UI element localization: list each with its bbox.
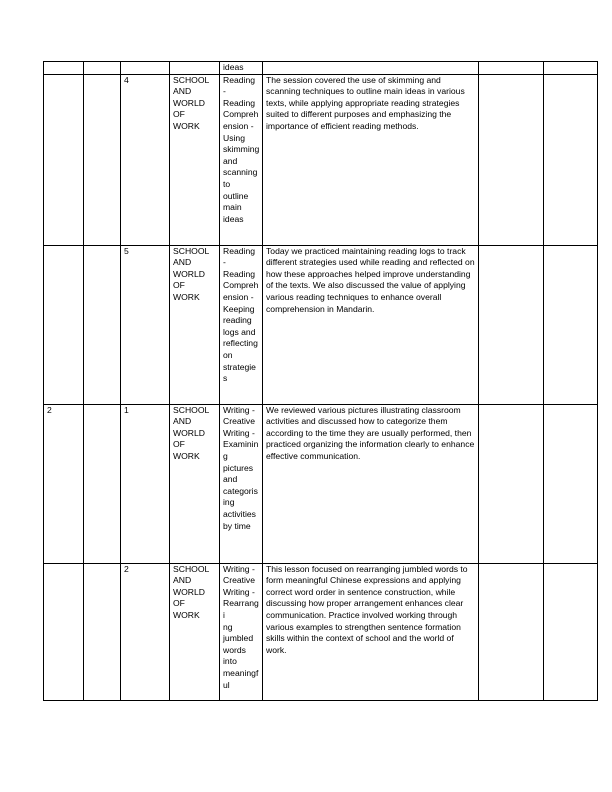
table-row xyxy=(44,62,598,75)
strand-line: WORLD xyxy=(173,97,205,108)
strand-line: OF xyxy=(173,439,185,450)
substrand-line: ension - xyxy=(223,291,254,302)
strand-line: WORK xyxy=(173,291,200,302)
table-row xyxy=(44,74,598,245)
lesson-plan-body xyxy=(44,62,598,701)
lesson-cell: 2 xyxy=(121,563,170,700)
strand-line: WORK xyxy=(173,120,200,131)
substrand-line: pictures xyxy=(223,462,254,473)
substrand-line: Writing - xyxy=(223,404,255,415)
signature-cell xyxy=(544,62,598,75)
strand-line: AND xyxy=(173,575,192,586)
blank-cell xyxy=(84,74,121,245)
description-cell: This lesson focused on rearranging jumbled words to form meaningful Chinese expressions and applying correct word order in sentence construction, while discussing how proper arrangement enhances clear communication. Practice involved working through various examples to strengthen sentence formation skills within the context of school and the world of work. xyxy=(263,563,479,700)
substrand-line: by time xyxy=(223,520,251,531)
substrand-line: reading xyxy=(223,315,252,326)
strand-line: SCHOOL xyxy=(173,563,210,574)
strand-cell xyxy=(170,563,220,700)
remarks-cell xyxy=(479,62,544,75)
substrand-line: reflecting xyxy=(223,338,258,349)
substrand-line: categoris xyxy=(223,485,258,496)
strand-line: OF xyxy=(173,280,185,291)
substrand-line: Compreh xyxy=(223,280,259,291)
substrand-line: Compreh xyxy=(223,109,259,120)
substrand-line: to xyxy=(223,178,231,189)
remarks-cell xyxy=(479,74,544,245)
substrand-line: Creative xyxy=(223,416,255,427)
strand-line: SCHOOL xyxy=(173,404,210,415)
lesson-cell: 4 xyxy=(121,74,170,245)
description-cell: We reviewed various pictures illustrating classroom activities and discussed how to categorize them according to the time they are usually performed, then practiced organizing the information clearly to enhance effective communication. xyxy=(263,404,479,563)
substrand-line: skimming xyxy=(223,144,260,155)
remarks-cell xyxy=(479,245,544,404)
strand-line: AND xyxy=(173,257,192,268)
substrand-line: Writing - xyxy=(223,586,255,597)
strand-line: WORK xyxy=(173,609,200,620)
substrand-line: activities xyxy=(223,508,256,519)
blank-cell xyxy=(84,62,121,75)
substrand-line: and xyxy=(223,474,238,485)
substrand-cell xyxy=(220,245,263,404)
strand-cell xyxy=(170,74,220,245)
table-row xyxy=(44,245,598,404)
substrand-line: ing xyxy=(223,497,235,508)
remarks-cell xyxy=(479,563,544,700)
strand-line: WORLD xyxy=(173,268,205,279)
substrand-line: Writing - xyxy=(223,563,255,574)
substrand-line: Reading xyxy=(223,97,256,108)
description-cell: The session covered the use of skimming and scanning techniques to outline main ideas in various texts, while applying appropriate reading strategies suited to different purposes and emphasizing the importance of efficient reading methods. xyxy=(263,74,479,245)
strand-line: SCHOOL xyxy=(173,245,210,256)
strand-cell xyxy=(170,245,220,404)
substrand-line: Reading xyxy=(223,268,256,279)
week-cell xyxy=(44,563,84,700)
strand-line: OF xyxy=(173,598,185,609)
substrand-cell xyxy=(220,74,263,245)
substrand-line: and xyxy=(223,155,238,166)
strand-line: WORLD xyxy=(173,586,205,597)
substrand-cell xyxy=(220,404,263,563)
substrand-line: words xyxy=(223,644,246,655)
week-cell: 2 xyxy=(44,404,84,563)
lesson-cell: 1 xyxy=(121,404,170,563)
substrand-line: Writing - xyxy=(223,427,255,438)
substrand-line: on xyxy=(223,349,233,360)
substrand-line: main xyxy=(223,202,242,213)
strand-line: AND xyxy=(173,86,192,97)
substrand-line: strategie xyxy=(223,361,256,372)
description-cell: Today we practiced maintaining reading logs to track different strategies used while reading and reflected on how these approaches helped improve understanding of the texts. We also discussed the value of applying various reading techniques to enhance overall comprehension in Mandarin. xyxy=(263,245,479,404)
substrand-cell xyxy=(220,563,263,700)
lesson-plan-table xyxy=(43,61,598,701)
substrand-line: Keeping xyxy=(223,303,255,314)
substrand-line: g xyxy=(223,450,228,461)
description-cell xyxy=(263,62,479,75)
strand-line: AND xyxy=(173,416,192,427)
lesson-cell xyxy=(121,62,170,75)
week-cell xyxy=(44,62,84,75)
strand-line: WORK xyxy=(173,450,200,461)
substrand-line: ideas xyxy=(223,213,244,224)
substrand-line: into xyxy=(223,656,237,667)
signature-cell xyxy=(544,74,598,245)
substrand-line: ideas xyxy=(223,62,244,72)
substrand-line: Examinin xyxy=(223,439,259,450)
strand-cell xyxy=(170,404,220,563)
substrand-line: Using xyxy=(223,132,245,143)
substrand-line: Reading - xyxy=(223,245,256,268)
substrand-line: ng xyxy=(223,621,233,632)
blank-cell xyxy=(84,404,121,563)
signature-cell xyxy=(544,563,598,700)
substrand-line: outline xyxy=(223,190,249,201)
substrand-line: scanning xyxy=(223,167,258,178)
lesson-cell: 5 xyxy=(121,245,170,404)
substrand-line: ension - xyxy=(223,120,254,131)
substrand-line: Reading - xyxy=(223,74,256,97)
week-cell xyxy=(44,74,84,245)
substrand-line: jumbled xyxy=(223,633,254,644)
strand-cell xyxy=(170,62,220,75)
table-row xyxy=(44,404,598,563)
substrand-line: ul xyxy=(223,679,230,690)
substrand-cell xyxy=(220,62,263,75)
substrand-line: meaningf xyxy=(223,667,259,678)
week-cell xyxy=(44,245,84,404)
substrand-line: s xyxy=(223,373,228,384)
strand-line: SCHOOL xyxy=(173,74,210,85)
signature-cell xyxy=(544,404,598,563)
remarks-cell xyxy=(479,404,544,563)
substrand-line: logs and xyxy=(223,326,256,337)
table-row xyxy=(44,563,598,700)
signature-cell xyxy=(544,245,598,404)
blank-cell xyxy=(84,245,121,404)
substrand-line: Creative xyxy=(223,575,255,586)
strand-line: OF xyxy=(173,109,185,120)
blank-cell xyxy=(84,563,121,700)
strand-line: WORLD xyxy=(173,427,205,438)
substrand-line: Rearrangi xyxy=(223,598,259,620)
